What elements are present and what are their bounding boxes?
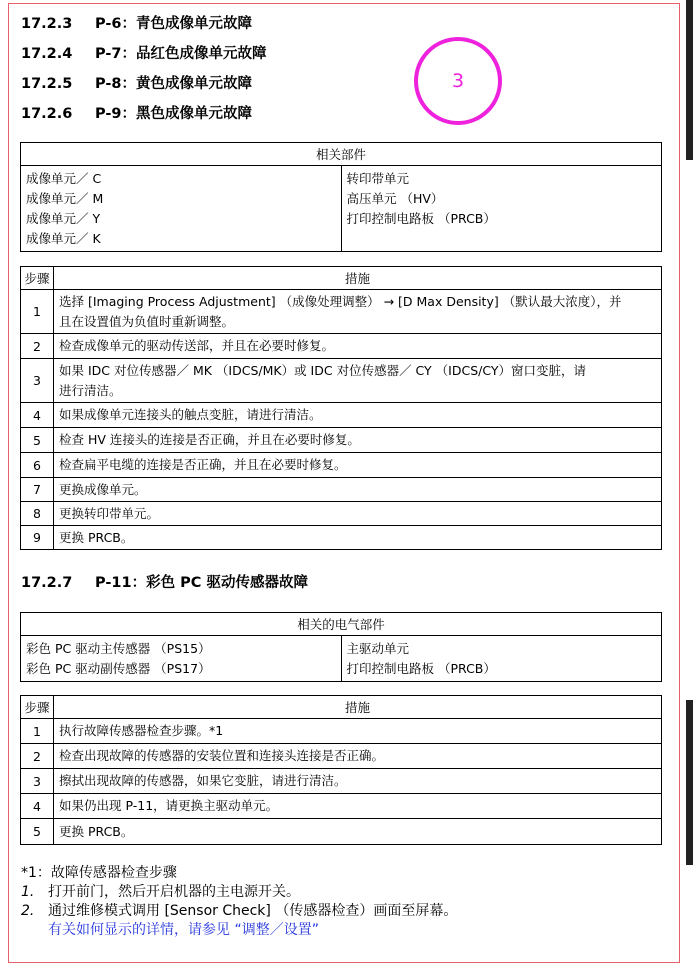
step-action: 更换 PRCB。 <box>54 819 662 845</box>
step-number: 7 <box>21 478 54 502</box>
separator: ： <box>121 106 136 122</box>
error-code: P-8 <box>95 76 122 92</box>
footnote-item <box>21 881 300 901</box>
part-item: 成像单元／ C <box>26 171 102 186</box>
step-text: 进行清洁。 <box>59 382 122 398</box>
step-number: 5 <box>21 819 54 845</box>
section-number: 17.2.4 <box>21 46 73 62</box>
part-item: 高压单元 （HV） <box>346 191 444 206</box>
step-number: 9 <box>21 526 54 550</box>
error-code: P-11 <box>95 575 132 591</box>
step-action: 更换 PRCB。 <box>54 526 662 550</box>
step-action: 检查 HV 连接头的连接是否正确，并且在必要时修复。 <box>54 428 662 453</box>
step-text: 且在设置值为负值时重新调整。 <box>59 313 235 329</box>
reference-link[interactable]: 有关如何显示的详情，请参见 “调整／设置” <box>48 922 319 938</box>
part-item: 成像单元／ K <box>26 231 101 246</box>
separator: ： <box>121 46 136 62</box>
part-item: 打印控制电路板 （PRCB） <box>346 211 496 226</box>
step-number: 1 <box>21 719 54 744</box>
part-item: 转印带单元 <box>346 171 410 186</box>
parts-left-cell <box>21 166 342 252</box>
annotation-number: 3 <box>451 70 465 92</box>
part-item: 打印控制电路板 （PRCB） <box>346 661 496 676</box>
error-code: P-9 <box>95 106 122 122</box>
item-text: 打开前门，然后开启机器的主电源开关。 <box>48 884 300 900</box>
step-action <box>54 290 662 334</box>
separator: ： <box>121 16 136 32</box>
step-number: 4 <box>21 403 54 428</box>
section-title: 彩色 PC 驱动传感器故障 <box>146 575 308 591</box>
col-step-header: 步骤 <box>21 696 54 719</box>
step-number: 3 <box>21 359 54 403</box>
section-heading <box>21 42 266 63</box>
section-title: 黑色成像单元故障 <box>135 106 252 122</box>
table-header: 相关的电气部件 <box>21 613 662 636</box>
section-heading <box>21 72 252 93</box>
item-number: 2. <box>21 903 35 919</box>
step-action: 擦拭出现故障的传感器，如果它变脏，请进行清洁。 <box>54 769 662 794</box>
step-number: 6 <box>21 453 54 478</box>
section-number: 17.2.3 <box>21 16 73 32</box>
col-action-header: 措施 <box>54 267 662 290</box>
scroll-edge-bottom <box>686 700 693 865</box>
item-text: 通过维修模式调用 [Sensor Check] （传感器检查）画面至屏幕。 <box>48 903 458 919</box>
related-parts-table <box>20 142 662 252</box>
error-code: P-7 <box>95 46 122 62</box>
section-heading <box>21 571 308 592</box>
section-heading <box>21 102 252 123</box>
steps-table <box>20 695 662 845</box>
step-number: 8 <box>21 502 54 526</box>
part-item: 彩色 PC 驱动副传感器 （PS17） <box>26 661 211 676</box>
related-electrical-parts-table <box>20 612 662 682</box>
step-action: 检查扁平电缆的连接是否正确，并且在必要时修复。 <box>54 453 662 478</box>
step-number: 1 <box>21 290 54 334</box>
step-action: 检查出现故障的传感器的安装位置和连接头连接是否正确。 <box>54 744 662 769</box>
step-number: 3 <box>21 769 54 794</box>
part-item: 彩色 PC 驱动主传感器 （PS15） <box>26 641 211 656</box>
part-item: 主驱动单元 <box>346 641 410 656</box>
part-item: 成像单元／ M <box>26 191 104 206</box>
section-title: 青色成像单元故障 <box>135 16 252 32</box>
section-heading <box>21 12 252 33</box>
part-item: 成像单元／ Y <box>26 211 101 226</box>
parts-right-cell <box>341 166 662 252</box>
step-action: 如果仍出现 P-11，请更换主驱动单元。 <box>54 794 662 819</box>
section-number: 17.2.5 <box>21 76 73 92</box>
footnote-title: *1：故障传感器检查步骤 <box>21 865 177 881</box>
step-action: 检查成像单元的驱动传送部，并且在必要时修复。 <box>54 334 662 359</box>
separator: ： <box>121 76 136 92</box>
section-number: 17.2.7 <box>21 575 73 591</box>
scroll-edge-top <box>686 0 693 160</box>
parts-left-cell <box>21 636 342 682</box>
step-action <box>54 359 662 403</box>
step-action: 如果成像单元连接头的触点变脏，请进行清洁。 <box>54 403 662 428</box>
steps-table <box>20 266 662 550</box>
step-number: 5 <box>21 428 54 453</box>
annotation-circle <box>414 37 502 125</box>
step-number: 2 <box>21 744 54 769</box>
step-text: 如果 IDC 对位传感器／ MK （IDCS/MK）或 IDC 对位传感器／ CY （IDCS/CY）窗口变脏，请 <box>59 362 586 378</box>
step-number: 4 <box>21 794 54 819</box>
col-action-header: 措施 <box>54 696 662 719</box>
section-title: 品红色成像单元故障 <box>135 46 267 62</box>
step-number: 2 <box>21 334 54 359</box>
section-title: 黄色成像单元故障 <box>135 76 252 92</box>
table-header: 相关部件 <box>21 143 662 166</box>
footnote-item <box>21 900 457 920</box>
parts-right-cell <box>341 636 662 682</box>
step-action: 更换成像单元。 <box>54 478 662 502</box>
col-step-header: 步骤 <box>21 267 54 290</box>
error-code: P-6 <box>95 16 122 32</box>
step-action: 更换转印带单元。 <box>54 502 662 526</box>
section-number: 17.2.6 <box>21 106 73 122</box>
item-number: 1. <box>21 884 35 900</box>
separator: ： <box>131 575 147 591</box>
step-action: 执行故障传感器检查步骤。*1 <box>54 719 662 744</box>
step-text: 选择 [Imaging Process Adjustment] （成像处理调整） → [D Max Density] （默认最大浓度），并 <box>59 293 622 309</box>
